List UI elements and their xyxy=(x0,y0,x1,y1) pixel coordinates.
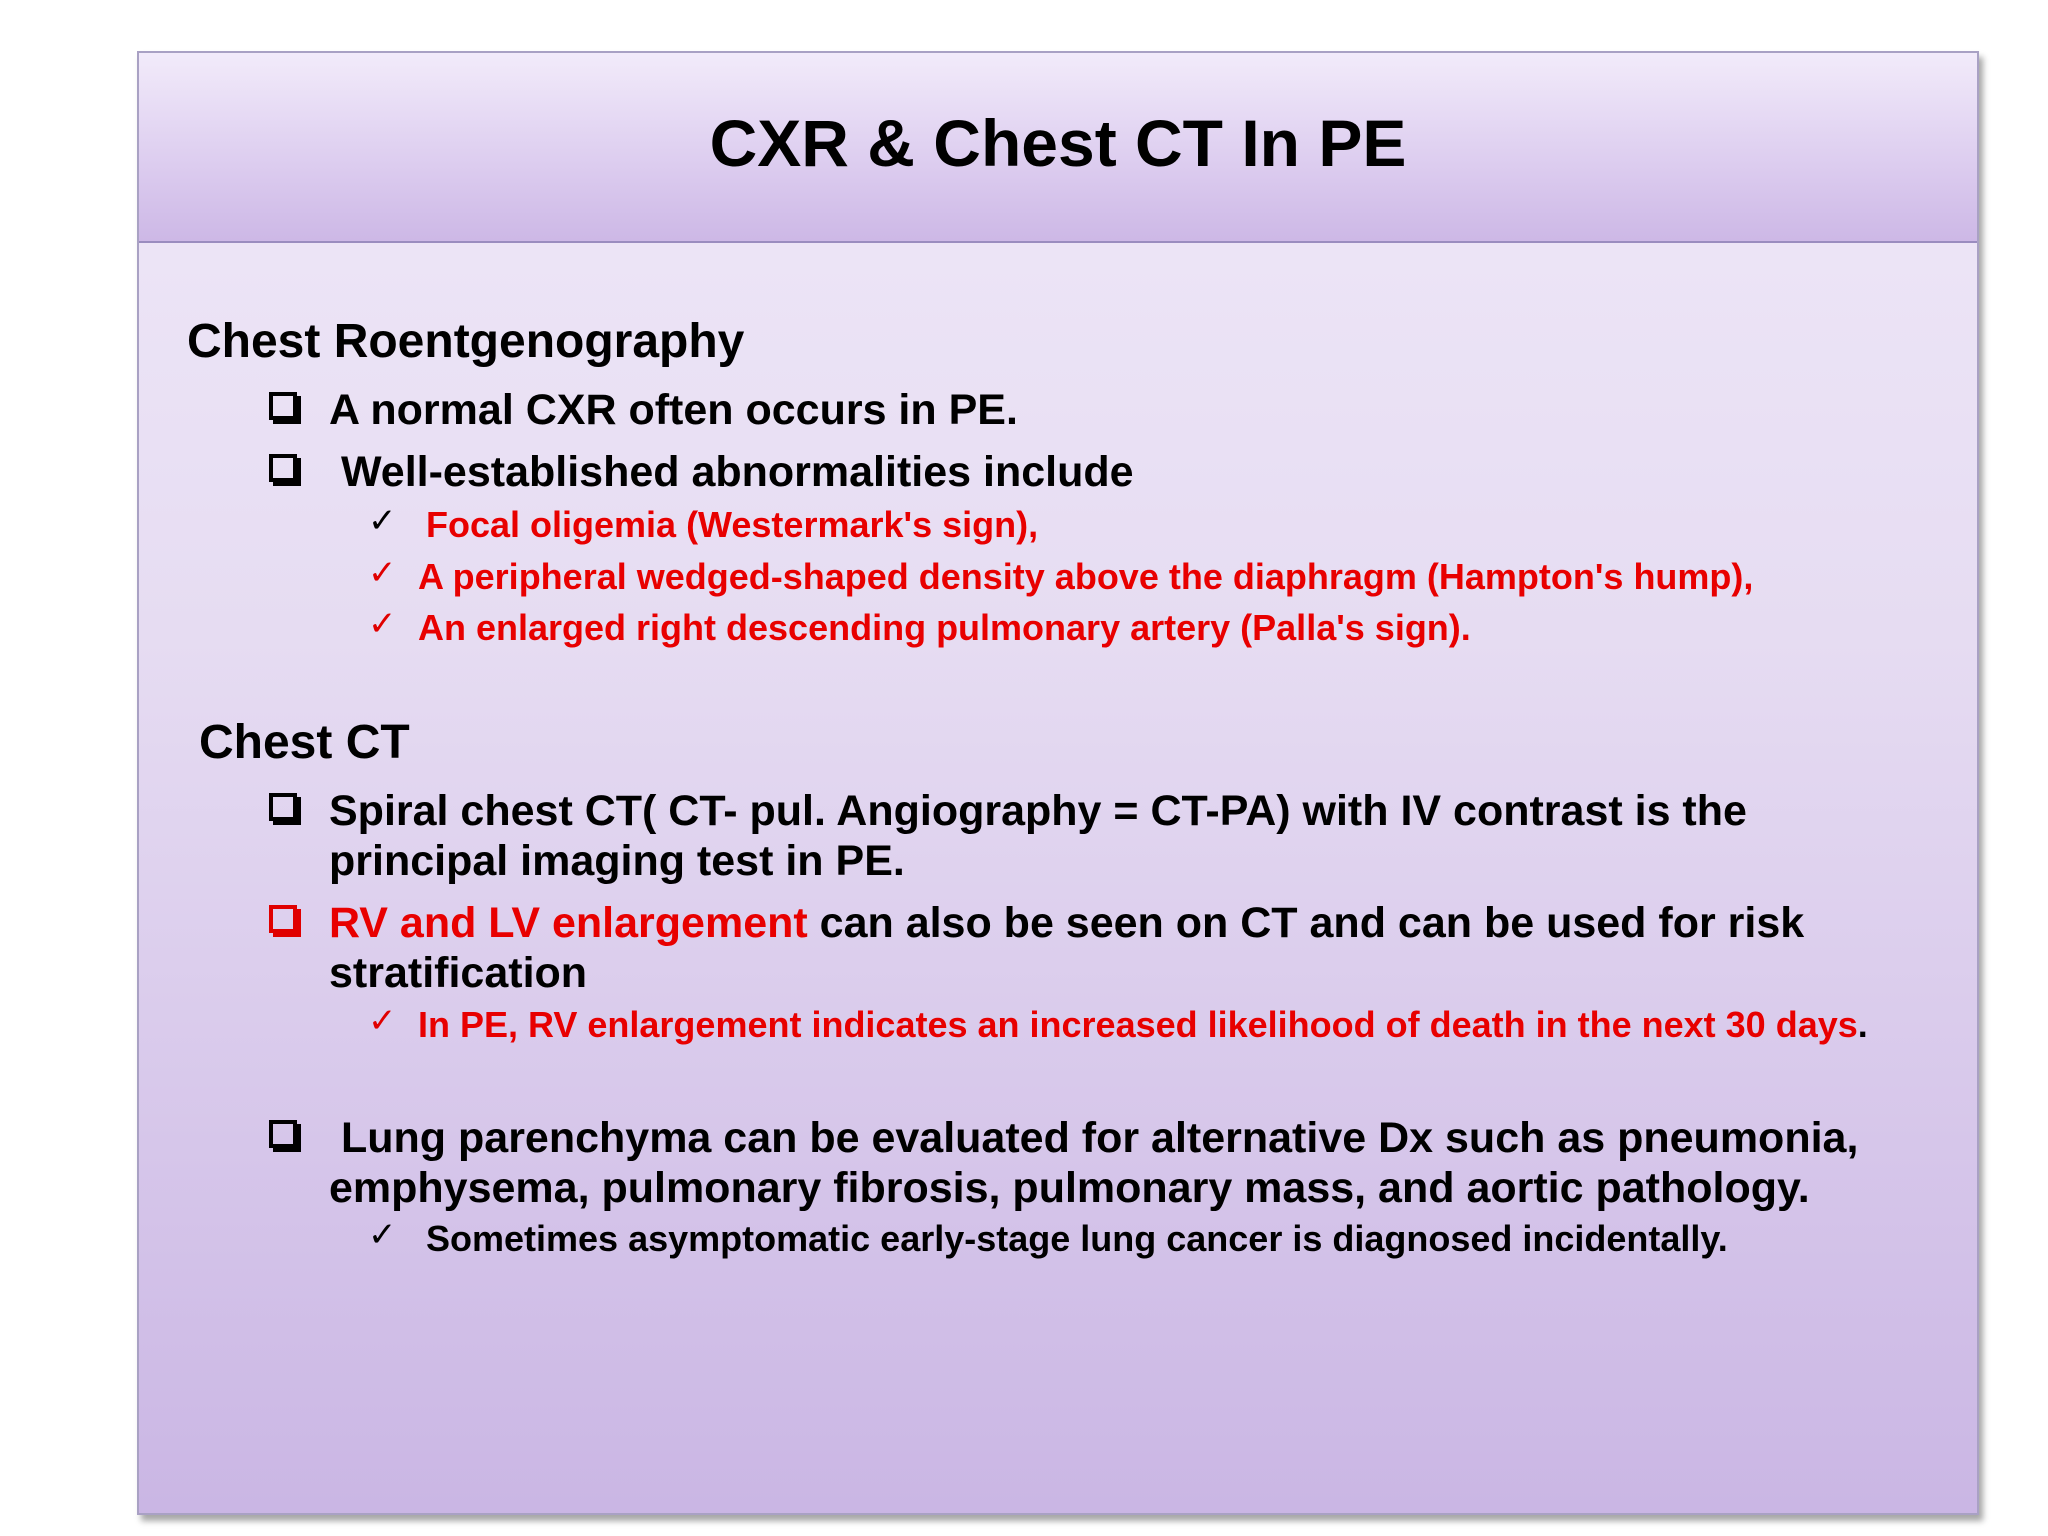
bullet-abnormalities: Well-established abnormalities include xyxy=(341,448,1134,496)
title-bar xyxy=(139,53,1977,243)
sub-rv-red-text: In PE, RV enlargement indicates an increased likelihood of death in the next 30 days xyxy=(418,1004,1858,1045)
sub-rv-enlargement-death xyxy=(418,1005,1868,1045)
bullet-rv-lv-enlargement xyxy=(329,898,1804,948)
square-bullet-icon xyxy=(269,793,297,821)
bullet-lung-parenchyma-line1: Lung parenchyma can be evaluated for alternative Dx such as pneumonia, xyxy=(341,1114,1859,1162)
bullet-rv-lv-rest: can also be seen on CT and can be used for risk xyxy=(807,899,1805,947)
sub-pallas-sign: An enlarged right descending pulmonary artery (Palla's sign). xyxy=(418,607,1471,648)
section-heading-chest-ct: Chest CT xyxy=(199,716,410,769)
sub-rv-period: . xyxy=(1857,1004,1868,1045)
square-bullet-icon xyxy=(269,905,297,933)
checkmark-icon: ✓ xyxy=(368,604,397,644)
checkmark-icon: ✓ xyxy=(368,553,397,593)
checkmark-icon: ✓ xyxy=(368,501,397,541)
sub-lung-cancer-incidental: Sometimes asymptomatic early-stage lung cancer is diagnosed incidentally. xyxy=(426,1218,1728,1259)
square-bullet-icon xyxy=(269,1120,297,1148)
bullet-normal-cxr: A normal CXR often occurs in PE. xyxy=(329,386,1018,434)
checkmark-icon: ✓ xyxy=(368,1001,397,1041)
slide-title: CXR & Chest CT In PE xyxy=(709,106,1407,180)
slide xyxy=(137,51,1979,1515)
bullet-spiral-ct-line1: Spiral chest CT( CT- pul. Angiography = CT-PA) with IV contrast is the xyxy=(329,787,1747,835)
checkmark-icon: ✓ xyxy=(368,1215,397,1255)
sub-westermark-sign: Focal oligemia (Westermark's sign), xyxy=(426,504,1039,545)
section-heading-chest-roentgenography: Chest Roentgenography xyxy=(187,315,745,368)
bullet-spiral-ct-line2: principal imaging test in PE. xyxy=(329,837,905,885)
sub-hamptons-hump: A peripheral wedged-shaped density above the diaphragm (Hampton's hump), xyxy=(418,556,1754,597)
square-bullet-icon xyxy=(269,454,297,482)
bullet-lung-parenchyma-line2: emphysema, pulmonary fibrosis, pulmonary mass, and aortic pathology. xyxy=(329,1164,1810,1212)
square-bullet-icon xyxy=(269,392,297,420)
bullet-rv-lv-line2: stratification xyxy=(329,949,588,997)
bullet-rv-lv-red: RV and LV enlargement xyxy=(329,899,808,947)
